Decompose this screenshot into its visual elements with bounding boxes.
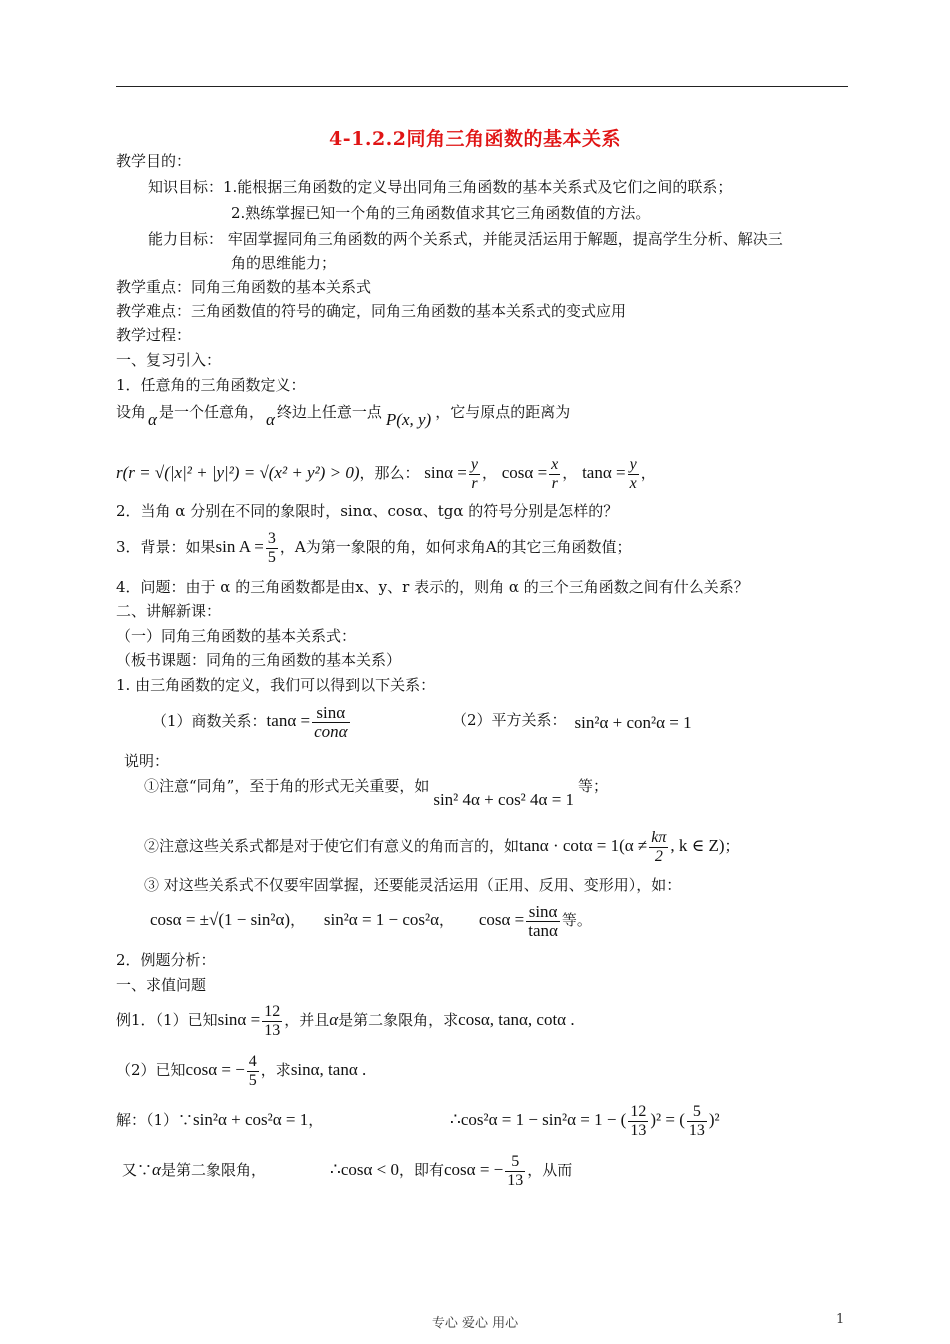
text-segment: 设角: [116, 403, 147, 421]
text-line: 解：（1）∵sin²α + cos²α = 1，: [116, 1110, 324, 1129]
numerator: 3: [267, 529, 276, 547]
denominator: 13: [264, 1021, 281, 1039]
denominator: 5: [267, 548, 276, 566]
text-segment: ，从而: [527, 1161, 573, 1179]
math-expression: sin²α + con²α = 1: [574, 713, 692, 732]
math-expression: )²: [708, 1110, 720, 1129]
text-line: 教学过程：: [116, 326, 192, 344]
denominator: 13: [630, 1121, 647, 1139]
fraction: [549, 456, 560, 493]
fraction: [526, 903, 560, 940]
denominator: r: [551, 474, 558, 492]
text-line: [450, 1100, 720, 1140]
text-line: 角的思维能力；: [231, 254, 337, 272]
text-line: 一、求值问题: [116, 976, 207, 994]
text-segment: ，那么：: [359, 464, 420, 482]
text-segment: ，并且: [284, 1011, 330, 1029]
text-line: 一、复习引入：: [116, 351, 222, 369]
denominator: r: [471, 474, 478, 492]
numerator: y: [470, 455, 478, 473]
text-line: （板书课题：同角的三角函数的基本关系）: [116, 651, 402, 669]
fraction: [505, 1153, 525, 1190]
text-line: 1. 由三角函数的定义，我们可以得到以下关系：: [116, 676, 436, 694]
text-line: [330, 1150, 572, 1190]
text-line: （一）同角三角函数的基本关系式：: [116, 627, 357, 645]
math-expression: P(x, y): [385, 410, 432, 429]
numerator: sinα: [312, 704, 349, 723]
text-line: 教学目的：: [116, 152, 192, 170]
math-expression: r(r = √(|x|² + |y|²) = √(x² + y²) > 0): [116, 463, 360, 482]
text-segment: ，它与原点的距离为: [435, 403, 571, 421]
text-line: ③ 对这些关系式不仅要牢固掌握，还要能灵活运用（正用、反用、变形用），如：: [144, 876, 682, 894]
math-expression: , k ∈ Z): [670, 836, 725, 855]
fraction: [649, 829, 668, 866]
numerator: sinα: [526, 903, 560, 922]
math-symbol: α: [152, 1160, 161, 1179]
numerator: 5: [505, 1153, 525, 1172]
text-line: 2.熟练掌握已知一个角的三角函数值求其它三角函数值的方法。: [231, 204, 651, 222]
text-line: 2．当角 α 分别在不同的象限时，sinα、cosα、tgα 的符号分别是怎样的？: [116, 502, 619, 520]
fraction: [266, 530, 278, 567]
numerator: 4: [248, 1052, 257, 1070]
text-segment: 是一个任意角，: [158, 403, 264, 421]
text-line: [152, 701, 352, 741]
math-expression: tanα =: [582, 463, 626, 482]
math-expression: cosα =: [501, 463, 548, 482]
text-line: cosα = ±√(1 − sin²α)， sin²α = 1 − cos²α， cosα = $\frac{\sin\alpha}{\tan\alpha}$ 等。: [150, 901, 592, 940]
text-line: 知识目标：1.能根据三角函数的定义导出同角三角函数的基本关系式及它们之间的联系；: [148, 178, 733, 196]
text-segment: 例1．（1）已知: [116, 1011, 218, 1029]
math-expression: sin²α + cos²α = 1: [193, 1110, 309, 1129]
text-segment: 解：（1）∵: [116, 1111, 194, 1129]
math-expression: sinα =: [217, 1010, 261, 1029]
text-line: r(r = √(|x|² + |y|²) = √(x² + y²) > 0)，那么： sinα = $\frac{y}{r}$ ， cosα = $\frac{x}{r}$ ， tanα = $\frac{y}{x}$ ，: [116, 455, 656, 492]
fraction: [469, 456, 480, 493]
text-line: 能力目标： 牢固掌握同角三角函数的两个关系式，并能灵活运用于解题，提高学生分析、解决三: [148, 230, 783, 248]
page-number: 1: [836, 1312, 845, 1327]
math-expression: cosα = ±√(1 − sin²α): [150, 910, 291, 929]
math-expression: )² = (: [650, 1110, 685, 1129]
text-segment: 等。: [561, 911, 592, 929]
text-line: 2．例题分析：: [116, 951, 216, 969]
text-segment: ，A为第一象限的角，如何求角A的其它三角函数值；: [279, 538, 632, 556]
fraction: [628, 456, 639, 493]
numerator: x: [551, 455, 559, 473]
math-symbol: α: [329, 1010, 339, 1029]
math-expression: ∴cosα < 0: [330, 1160, 399, 1179]
math-expression: cosα =: [478, 910, 525, 929]
math-symbol: α: [265, 410, 275, 429]
text-line: [144, 776, 609, 809]
numerator: 12: [264, 1002, 281, 1020]
text-segment: 3．背景：如果: [116, 538, 216, 556]
page-title: 4-1.2.2同角三角函数的基本关系: [329, 128, 621, 150]
text-segment: （1）商数关系：: [152, 712, 267, 730]
text-line: ②注意这些关系式都是对于使它们有意义的角而言的，如tanα · cotα = 1(α ≠ $\frac{k\pi}{2}$ , k ∈ Z)；: [144, 828, 740, 865]
math-symbol: α: [148, 410, 157, 429]
math-expression: cosα = −: [444, 1160, 504, 1179]
text-segment: 又∵: [122, 1161, 153, 1179]
text-segment: （2）已知: [116, 1061, 186, 1079]
fraction: [247, 1053, 259, 1090]
numerator: 12: [630, 1102, 647, 1120]
math-expression: sin² 4α + cos² 4α = 1: [433, 790, 575, 809]
fraction: [687, 1103, 707, 1140]
text-segment: 是第二象限角，求: [338, 1011, 459, 1029]
page-footer: 专心 爱心 用心: [431, 1316, 519, 1331]
math-expression: sinα =: [424, 463, 467, 482]
math-expression: tanα · cotα = 1(α ≠: [519, 836, 648, 855]
text-line: 说明：: [124, 752, 170, 770]
fraction: [312, 704, 349, 741]
denominator: conα: [314, 721, 348, 741]
denominator: 13: [507, 1171, 524, 1189]
denominator: 5: [248, 1071, 257, 1089]
math-expression: cosα = −: [185, 1060, 245, 1079]
text-line: 教学难点：三角函数值的符号的确定，同角三角函数的基本关系式的变式应用: [116, 302, 627, 320]
text-line: [116, 1000, 575, 1040]
text-line: 4．问题：由于 α 的三角函数都是由x、y、r 表示的，则角 α 的三个三角函数之间有什么关系？: [116, 578, 749, 596]
numerator: y: [629, 455, 637, 473]
text-segment: 等；: [578, 777, 609, 795]
text-segment: ②注意这些关系式都是对于使它们有意义的角而言的，如: [144, 837, 520, 855]
math-expression: tanα =: [266, 711, 311, 730]
text-segment: 终边上任意一点: [276, 403, 382, 421]
text-line: 教学重点：同角三角函数的基本关系式: [116, 278, 372, 296]
text-line: [116, 527, 632, 567]
header-rule: [116, 86, 848, 87]
math-expression: sin²α = 1 − cos²α: [323, 910, 440, 929]
text-line: [116, 1050, 366, 1090]
denominator: tanα: [528, 920, 558, 940]
text-segment: ，即有: [398, 1161, 444, 1179]
text-line: 1．任意角的三角函数定义：: [116, 376, 306, 394]
text-segment: ，求: [260, 1061, 291, 1079]
denominator: 13: [688, 1121, 705, 1139]
fraction: [628, 1103, 648, 1140]
fraction: [262, 1003, 282, 1040]
math-expression: ∴cos²α = 1 − sin²α = 1 − (: [450, 1110, 627, 1129]
text-segment: （2）平方关系：: [452, 711, 567, 729]
denominator: 2: [654, 847, 663, 865]
math-expression: sinα, tanα .: [290, 1060, 367, 1079]
text-segment: ①注意“同角”，至于角的形式无关重要，如: [144, 777, 430, 795]
numerator: 5: [687, 1103, 707, 1122]
text-line: [122, 1150, 266, 1190]
numerator: kπ: [651, 828, 667, 846]
text-line: [452, 710, 692, 730]
math-expression: cosα, tanα, cotα .: [458, 1010, 575, 1029]
denominator: x: [629, 474, 637, 492]
text-segment: 是第二象限角，: [160, 1161, 266, 1179]
text-line: 二、讲解新课：: [116, 602, 222, 620]
math-expression: sin A =: [215, 537, 264, 556]
text-line: [116, 402, 571, 429]
